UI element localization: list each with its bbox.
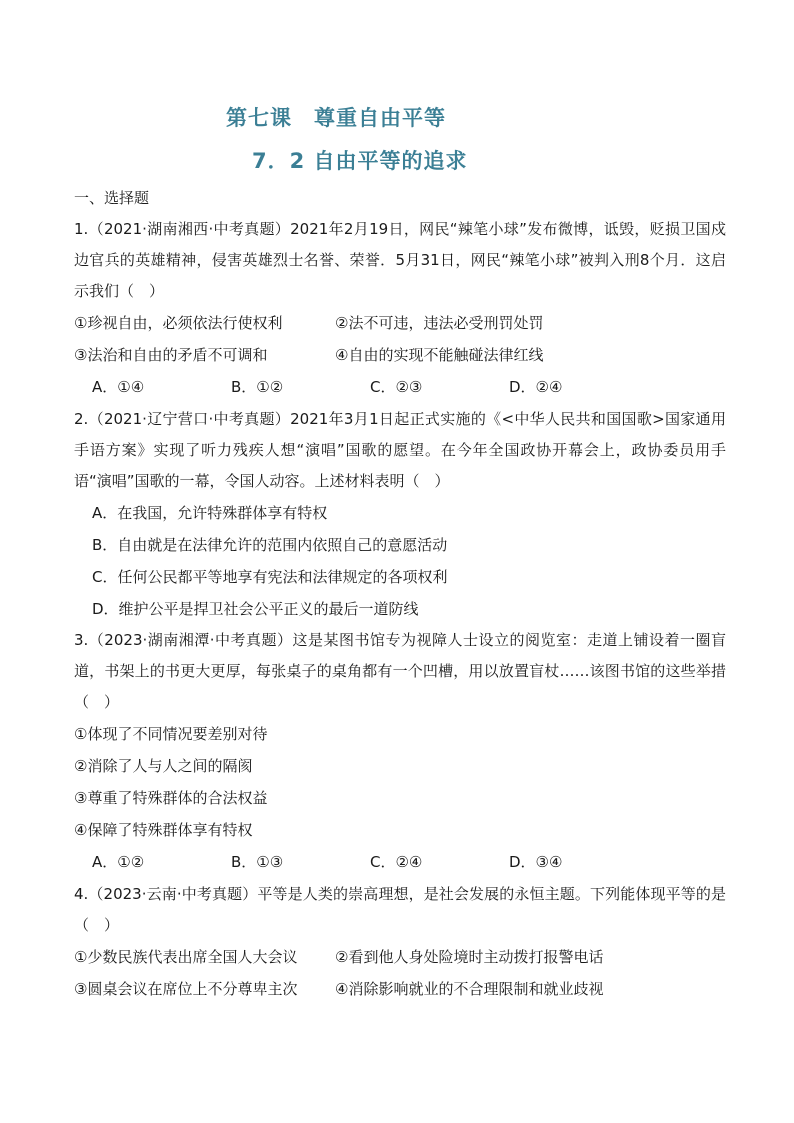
question-1 [74,214,726,404]
option-d: D．③④ [509,853,563,871]
statement-row [74,307,726,339]
option-d: D．维护公平是捍卫社会公平正义的最后一道防线 [92,600,419,618]
question-stem: 4.（2023·云南·中考真题）平等是人类的崇高理想，是社会发展的永恒主题。下列能体现平等的是（ ） [74,885,726,934]
option-b: B．自由就是在法律允许的范围内依照自己的意愿活动 [92,536,448,554]
statement-row [74,973,726,1005]
statement: ②看到他人身处险境时主动拨打报警电话 [335,948,604,966]
section-label: 一、选择题 [74,189,150,207]
question-4 [74,879,726,1005]
section-title: 7．2 自由平等的追求 [252,149,468,173]
statement: ③圆桌会议在席位上不分尊卑主次 [74,980,298,998]
option-a: A．①② [92,853,145,871]
statement: ④保障了特殊群体享有特权 [74,821,253,839]
option-a: A．①④ [92,378,145,396]
option-b: B．①③ [231,853,284,871]
statement: ④消除影响就业的不合理限制和就业歧视 [335,980,604,998]
question-list [74,214,726,1005]
option-list [74,497,726,625]
question-stem: 3.（2023·湖南湘潭·中考真题）这是某图书馆专为视障人士设立的阅览室：走道上铺设着一圈盲道，书架上的书更大更厚，每张桌子的桌角都有一个凹槽，用以放置盲杖……该图书馆的这些举措（ ） [74,631,726,711]
question-2 [74,404,726,625]
statement: ②消除了人与人之间的隔阂 [74,757,253,775]
statement: ④自由的实现不能触碰法律红线 [335,346,544,364]
statement: ③尊重了特殊群体的合法权益 [74,789,268,807]
lesson-title: 第七课 尊重自由平等 [226,106,446,130]
statement: ①体现了不同情况要差别对待 [74,725,268,743]
option-c: C．任何公民都平等地享有宪法和法律规定的各项权利 [92,568,448,586]
statement-row [74,941,726,973]
statement-row [74,339,726,371]
statement: ②法不可违，违法必受刑罚处罚 [335,314,544,332]
option-row [74,371,726,404]
option-b: B．①② [231,378,284,396]
option-c: C．②③ [370,378,423,396]
statement: ①珍视自由，必须依法行使权利 [74,314,283,332]
question-stem: 1.（2021·湖南湘西·中考真题）2021年2月19日，网民“辣笔小球”发布微博，诋毁，贬损卫国戍边官兵的英雄精神，侵害英雄烈士名誉、荣誉．5月31日，网民“辣笔小球”被判入刑8个月．这启示我们（ ） [74,220,726,300]
statement: ③法治和自由的矛盾不可调和 [74,346,268,364]
option-a: A．在我国，允许特殊群体享有特权 [92,504,328,522]
question-stem: 2.（2021·辽宁营口·中考真题）2021年3月1日起正式实施的《<中华人民共和国国歌>国家通用手语方案》实现了听力残疾人想“演唱”国歌的愿望。在今年全国政协开幕会上，政协委员用手语“演唱”国歌的一幕，令国人动容。上述材料表明（ ） [74,410,726,490]
question-3 [74,625,726,879]
option-c: C．②④ [370,853,423,871]
statement: ①少数民族代表出席全国人大会议 [74,948,298,966]
option-d: D．②④ [509,378,563,396]
option-row [74,846,726,879]
